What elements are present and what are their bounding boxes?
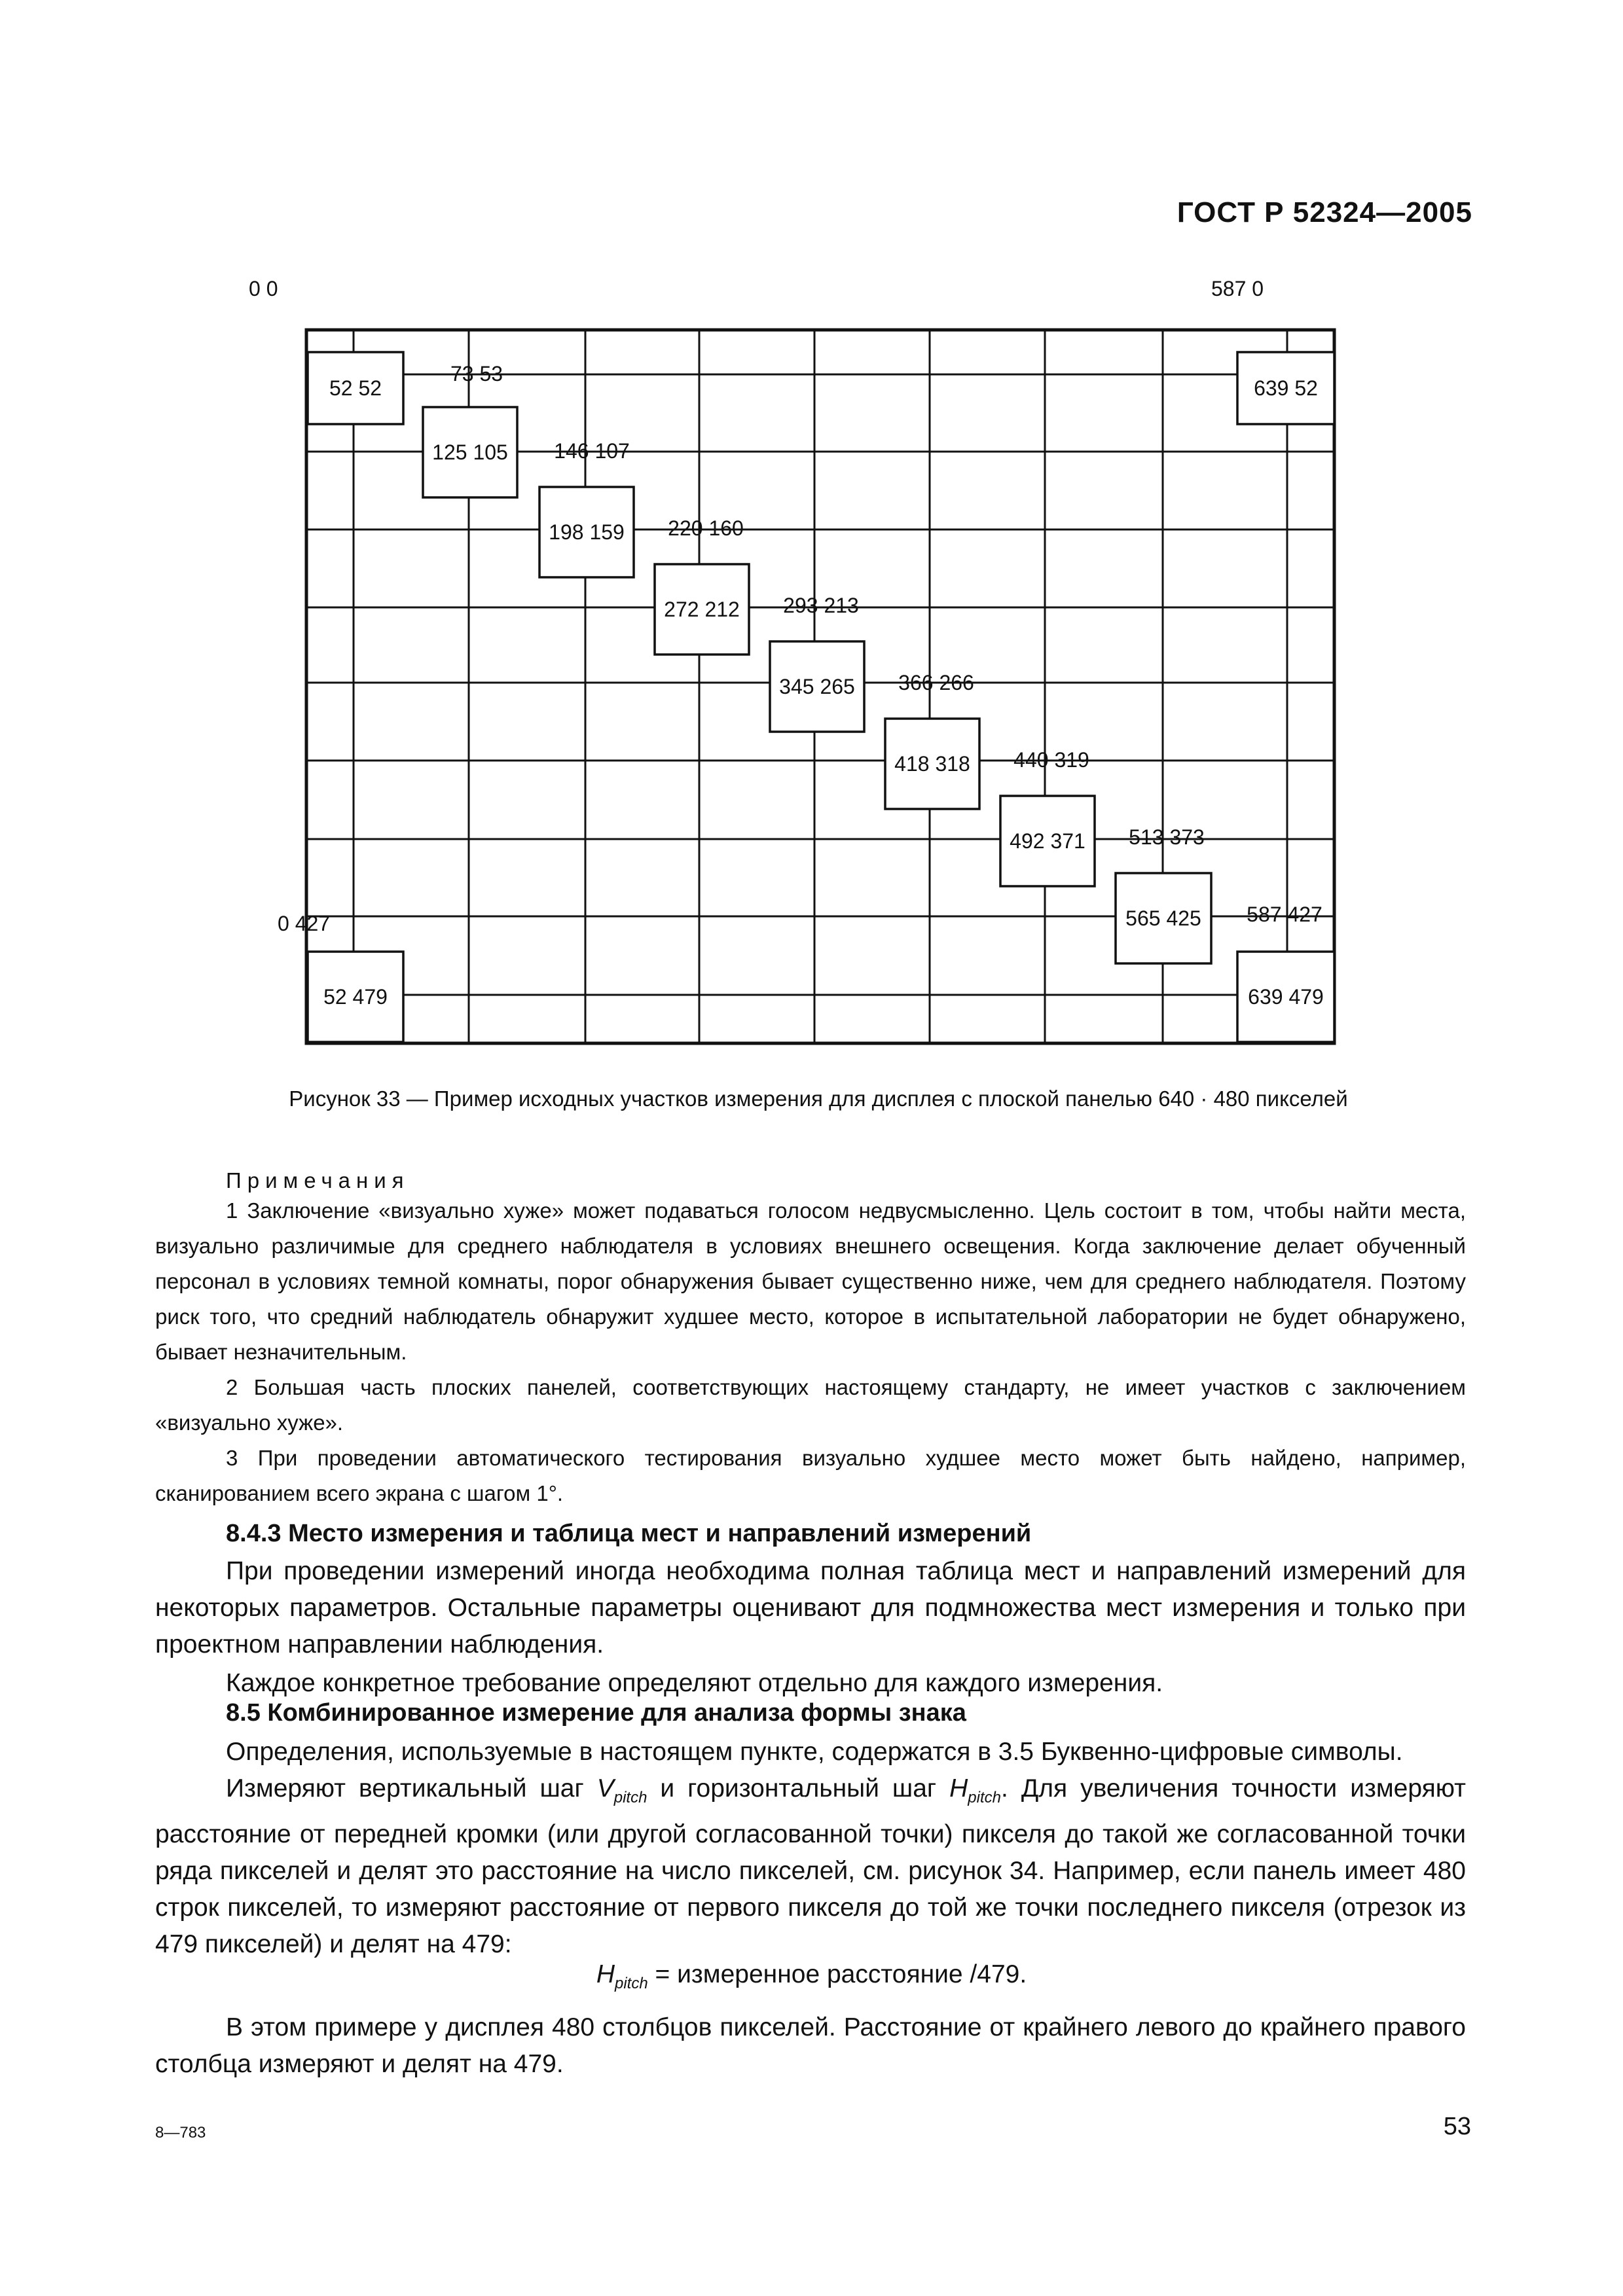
point-label-left-edge: 0 427 bbox=[278, 912, 331, 935]
note-1: 1 Заключение «визуально хуже» может подаваться голосом недвусмысленно. Цель состоит в том, чтобы найти места, визуально различимые для среднего наблюдателя в условиях внешнего освещения. Когда заключение делает обученный персонал в условиях темной комнаты, порог обнаружения бывает существенно ниже, чем для среднего наблюдателя. Поэтому риск того, что средний наблюдатель обнаружит худшее место, которое в испытательной лаборатории не будет обнаружено, бывает незначительным. bbox=[155, 1198, 1466, 1364]
point-label-6: 513 373 bbox=[1129, 825, 1205, 849]
point-label-5: 440 319 bbox=[1013, 748, 1089, 772]
point-label-1: 146 107 bbox=[554, 439, 630, 463]
box-label-5: 418 318 bbox=[894, 752, 970, 776]
box-label-9: 52 479 bbox=[323, 985, 388, 1009]
box-label-1: 125 105 bbox=[432, 440, 508, 464]
note-2: 2 Большая часть плоских панелей, соответствующих настоящему стандарту, не имеет участков с заключением «визуально хуже». bbox=[155, 1375, 1466, 1435]
box-label-8: 639 52 bbox=[1254, 376, 1318, 400]
section-85-paragraph-2: Измеряют вертикальный шаг $V_{pitch}$ и горизонтальный шаг $H_{pitch}$. Для увеличения точности измеряют расстояние от передней кромки (или другой согласованной точки) пикселя до такой же согласованной точки ряда пикселей и делят это расстояние на число пикселей, см. рисунок 34. Например, если панель имеет 480 строк пикселей, то измеряют расстояние от первого пикселя до той же точки последнего пикселя (отрезок из 479 пикселей) и делят на 479: bbox=[155, 1774, 1466, 1958]
point-label-2: 220 160 bbox=[668, 516, 744, 540]
section-85-paragraph-1: Определения, используемые в настоящем пункте, содержатся в 3.5 Буквенно-цифровые символы. bbox=[226, 1738, 1403, 1766]
note-3: 3 При проведении автоматического тестирования визуально худшее место может быть найдено, например, сканированием всего экрана с шагом 1°. bbox=[155, 1446, 1466, 1505]
point-label-7: 587 427 bbox=[1247, 903, 1322, 926]
section-85-heading: 8.5 Комбинированное измерение для анализа формы знака bbox=[226, 1699, 966, 1727]
point-label-0: 73 53 bbox=[450, 362, 503, 386]
notes-title: Примечания bbox=[226, 1168, 410, 1193]
standard-header: ГОСТ Р 52324—2005 bbox=[1176, 196, 1472, 228]
section-85-paragraph-3: В этом примере у дисплея 480 столбцов пикселей. Расстояние от крайнего левого до крайнего правого столбца измеряют и делят на 479. bbox=[155, 2013, 1466, 2078]
page-number: 53 bbox=[1443, 2113, 1471, 2140]
measurement-grid-figure bbox=[0, 0, 1623, 1113]
box-label-7: 565 425 bbox=[1125, 906, 1201, 930]
section-843-paragraph-2: Каждое конкретное требование определяют отдельно для каждого измерения. bbox=[226, 1669, 1163, 1697]
box-label-10: 639 479 bbox=[1248, 985, 1324, 1009]
box-label-6: 492 371 bbox=[1010, 829, 1085, 853]
figure-caption: Рисунок 33 — Пример исходных участков измерения для дисплея с плоской панелью 640 · 480 пикселей bbox=[289, 1086, 1348, 1111]
corner-label-top-right: 587 0 bbox=[1211, 277, 1264, 300]
box-label-4: 345 265 bbox=[779, 675, 855, 698]
box-label-0: 52 52 bbox=[329, 376, 382, 400]
print-code: 8—783 bbox=[155, 2124, 206, 2142]
box-label-2: 198 159 bbox=[549, 520, 625, 544]
hpitch-formula: $H_{pitch}$ = измеренное расстояние /479. bbox=[596, 1960, 1027, 1992]
box-label-3: 272 212 bbox=[664, 598, 740, 621]
section-843-heading: 8.4.3 Место измерения и таблица мест и направлений измерений bbox=[226, 1520, 1032, 1547]
corner-label-top-left: 0 0 bbox=[249, 277, 278, 300]
point-label-3: 293 213 bbox=[783, 594, 859, 617]
point-label-4: 366 266 bbox=[898, 671, 974, 694]
section-843-paragraph-1: При проведении измерений иногда необходима полная таблица мест и направлений измерений для некоторых параметров. Остальные параметры оценивают для подмножества мест измерения и только при проектном направлении наблюдения. bbox=[155, 1557, 1466, 1659]
